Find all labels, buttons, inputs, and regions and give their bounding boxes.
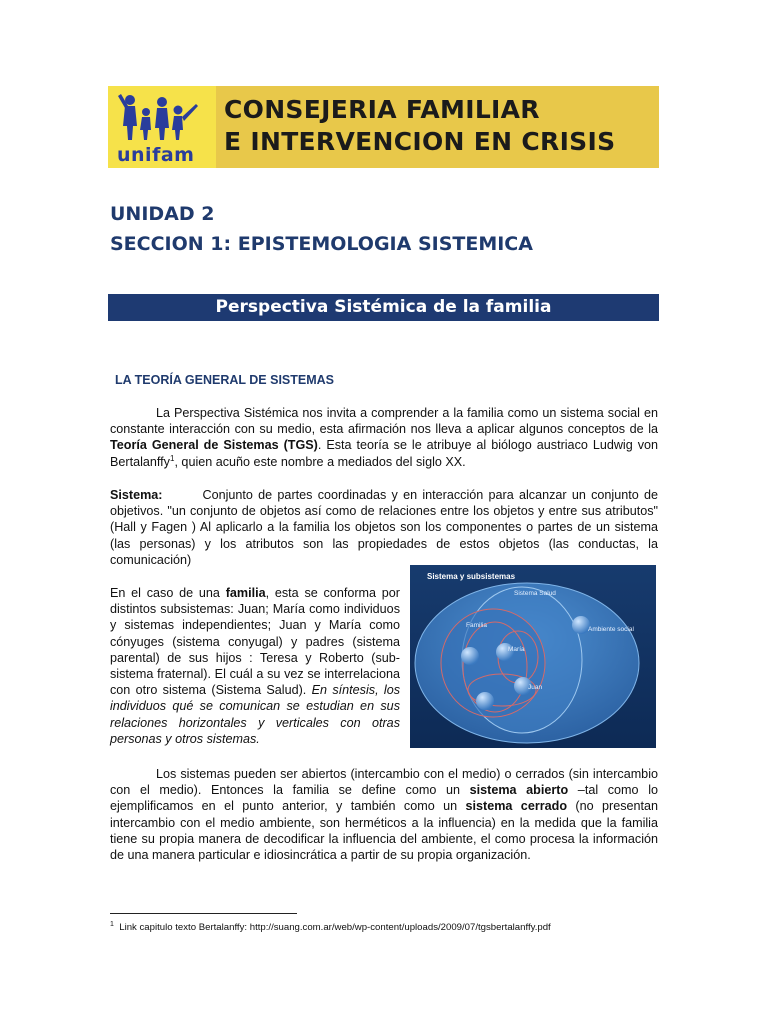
label-juan: Juan — [528, 684, 543, 691]
footnote-link-text[interactable]: Link capitulo texto Bertalanffy: http://suang.com.ar/web/wp-content/uploads/2009/07/tgsbertalanffy.pdf — [119, 922, 551, 933]
definition-term: Sistema: — [110, 488, 163, 502]
intro-bold-tgs: Teoría General de Sistemas (TGS) — [110, 438, 318, 453]
paragraph-intro — [110, 405, 658, 470]
footnote — [110, 922, 551, 933]
label-familia: Familia — [466, 622, 487, 629]
label-maria: María — [508, 646, 525, 653]
subheading: LA TEORÍA GENERAL DE SISTEMAS — [115, 373, 335, 387]
family-bold: familia — [225, 586, 266, 600]
intro-text-2: . Esta teoría se le atribuye al biólogo austriaco Ludwig von Bertalanffy — [110, 438, 658, 469]
footnote-marker: 1 — [110, 920, 114, 928]
paragraph-definition — [110, 487, 658, 568]
open-closed-text-1: Los sistemas pueden ser abiertos (intercambio con el medio) o cerrados (sin intercambio con el medio). Entonces la familia se define como un — [110, 767, 658, 798]
intro-text-1: La Perspectiva Sistémica nos invita a comprender a la familia como un sistema social en constante interacción con su medio, esta afirmación nos lleva a aplicar algunos conceptos de la — [110, 406, 658, 437]
closed-system-bold: sistema cerrado — [465, 799, 568, 814]
label-ambiente-social: Ambiente social — [588, 626, 634, 633]
paragraph-family-example — [110, 585, 400, 747]
banner-title-line-2: E INTERVENCION EN CRISIS — [224, 127, 616, 156]
open-system-bold: sistema abierto — [469, 783, 569, 798]
intro-text-3: , quien acuño este nombre a mediados del siglo XX. — [174, 454, 466, 469]
unit-heading: UNIDAD 2 — [110, 203, 215, 225]
header-banner — [108, 86, 659, 168]
logo-text: unifam — [117, 144, 195, 166]
individual-node — [461, 647, 479, 665]
family-text-1: En el caso de una — [110, 586, 226, 600]
open-closed-text-3: (no presentan intercambio con el medio ambiente, son herméticos a la influencia) en la medida que la familia tiene su propia manera de decodificar la influencia del ambiente, el como procesa la información de una manera particular e idiosincrática a partir de su propia organización. — [110, 799, 659, 863]
family-text-2: , esta se conforma por distintos subsistemas: Juan; María como individuos y sistemas independientes; Juan y María como cónyuges (sistema conyugal) y padres (sistema parental) de sus hijos : Teresa y Roberto (sub-sistema fraternal). El cuál a su vez se interrelaciona con otro sistema (Sistema Salud). — [110, 586, 400, 698]
banner-title-line-1: CONSEJERIA FAMILIAR — [224, 95, 540, 124]
diagram-title: Sistema y subsistemas — [427, 572, 516, 581]
section-heading: SECCION 1: EPISTEMOLOGIA SISTEMICA — [110, 233, 533, 255]
footnote-reference[interactable]: 1 — [169, 453, 175, 463]
definition-text: Conjunto de partes coordinadas y en interacción para alcanzar un conjunto de objetivos. "un conjunto de objetos así como de relaciones entre los objetos y entre sus atributos" (Hall y Fagen ) Al aplicarlo a la familia los objetos son los componentes o partes de un sistema (las personas) y los atributos son las propiedades de estos objetos (las conductas, la comunicación) — [110, 488, 658, 567]
footnote-divider — [110, 913, 297, 914]
paragraph-open-closed — [110, 766, 658, 863]
open-closed-text-2: –tal como lo ejemplificamos en el punto anterior, y también como un — [110, 783, 658, 814]
label-sistema-salud: Sistema Salud — [514, 590, 556, 597]
child-node — [476, 692, 494, 710]
family-figures-icon — [116, 90, 206, 144]
family-italic-summary: En síntesis, los individuos qué se comunican se estudian en sus relaciones horizontales y verticales con otras personas y otros sistemas. — [110, 683, 400, 746]
systems-diagram-image — [410, 565, 656, 748]
banner-title — [224, 94, 615, 158]
section-title-bar: Perspectiva Sistémica de la familia — [108, 294, 659, 321]
unifam-logo — [108, 86, 216, 168]
